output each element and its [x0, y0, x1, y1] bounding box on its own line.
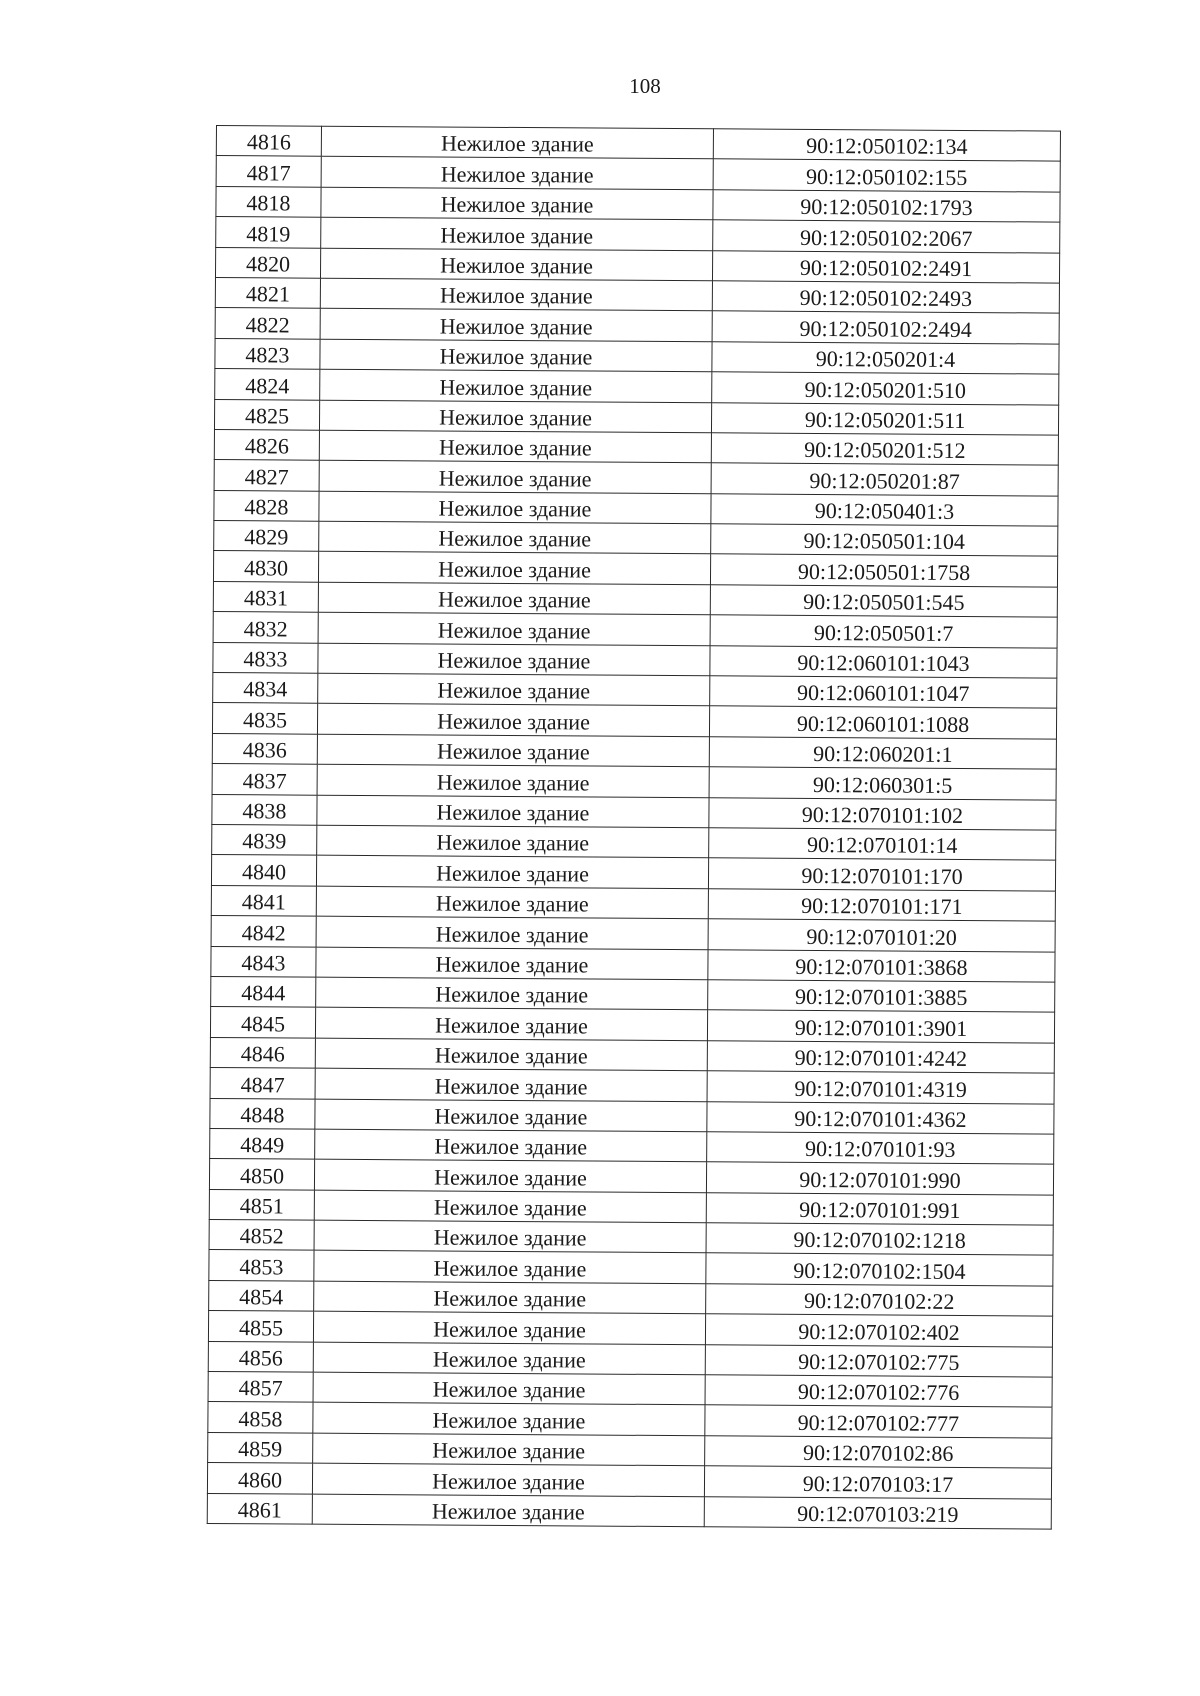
- cadastral-number-cell: 90:12:070101:102: [709, 797, 1056, 830]
- cadastral-number-cell: 90:12:070101:14: [709, 828, 1056, 861]
- cadastral-number-cell: 90:12:060301:5: [709, 767, 1056, 800]
- row-number-cell: 4825: [214, 399, 319, 430]
- object-type-cell: Нежилое здание: [320, 278, 712, 311]
- cadastral-number-cell: 90:12:050102:2494: [712, 311, 1059, 344]
- object-type-cell: Нежилое здание: [318, 673, 710, 706]
- cadastral-number-cell: 90:12:070101:3868: [708, 949, 1055, 982]
- object-type-cell: Нежилое здание: [313, 1342, 705, 1375]
- object-type-cell: Нежилое здание: [316, 886, 708, 919]
- cadastral-number-cell: 90:12:070101:991: [706, 1192, 1053, 1225]
- row-number-cell: 4838: [212, 794, 317, 825]
- row-number-cell: 4858: [208, 1402, 313, 1433]
- object-type-cell: Нежилое здание: [315, 1008, 707, 1041]
- cadastral-number-cell: 90:12:070102:777: [705, 1405, 1052, 1438]
- object-type-cell: Нежилое здание: [320, 339, 712, 372]
- row-number-cell: 4848: [210, 1098, 315, 1129]
- object-type-cell: Нежилое здание: [320, 309, 712, 342]
- row-number-cell: 4842: [211, 916, 316, 947]
- cadastral-number-cell: 90:12:050401:3: [711, 493, 1058, 526]
- row-number-cell: 4860: [207, 1463, 312, 1494]
- object-type-cell: Нежилое здание: [315, 1038, 707, 1071]
- object-type-cell: Нежилое здание: [314, 1220, 706, 1253]
- cadastral-number-cell: 90:12:070103:17: [704, 1466, 1051, 1499]
- row-number-cell: 4855: [208, 1311, 313, 1342]
- cadastral-number-cell: 90:12:070101:4362: [707, 1101, 1054, 1134]
- row-number-cell: 4827: [214, 460, 319, 491]
- row-number-cell: 4835: [212, 703, 317, 734]
- object-type-cell: Нежилое здание: [319, 521, 711, 554]
- cadastral-number-cell: 90:12:070101:3885: [708, 980, 1055, 1013]
- cadastral-number-cell: 90:12:050102:155: [713, 159, 1060, 192]
- object-type-cell: Нежилое здание: [315, 1129, 707, 1162]
- cadastral-number-cell: 90:12:070102:402: [705, 1314, 1052, 1347]
- object-type-cell: Нежилое здание: [315, 1068, 707, 1101]
- row-number-cell: 4849: [210, 1128, 315, 1159]
- object-type-cell: Нежилое здание: [316, 947, 708, 980]
- row-number-cell: 4852: [209, 1220, 314, 1251]
- row-number-cell: 4824: [215, 369, 320, 400]
- object-type-cell: Нежилое здание: [317, 825, 709, 858]
- row-number-cell: 4819: [216, 217, 321, 248]
- row-number-cell: 4843: [211, 946, 316, 977]
- cadastral-number-cell: 90:12:070101:20: [708, 919, 1055, 952]
- cadastral-number-cell: 90:12:050102:2491: [712, 250, 1059, 283]
- page-number: 108: [629, 74, 661, 98]
- object-type-cell: Нежилое здание: [317, 734, 709, 767]
- cadastral-number-cell: 90:12:050102:2493: [712, 281, 1059, 314]
- row-number-cell: 4837: [212, 764, 317, 795]
- cadastral-number-cell: 90:12:050102:1793: [713, 190, 1060, 223]
- cadastral-number-cell: 90:12:070101:171: [708, 889, 1055, 922]
- object-type-cell: Нежилое здание: [318, 582, 710, 615]
- cadastral-number-cell: 90:12:070102:86: [705, 1436, 1052, 1469]
- object-type-cell: Нежилое здание: [321, 126, 713, 159]
- object-type-cell: Нежилое здание: [321, 157, 713, 190]
- object-type-cell: Нежилое здание: [315, 1099, 707, 1132]
- registry-table: [207, 125, 1061, 1530]
- row-number-cell: 4856: [208, 1341, 313, 1372]
- object-type-cell: Нежилое здание: [319, 430, 711, 463]
- row-number-cell: 4826: [214, 429, 319, 460]
- cadastral-number-cell: 90:12:050201:510: [712, 372, 1059, 405]
- cadastral-number-cell: 90:12:070101:4242: [707, 1040, 1054, 1073]
- cadastral-number-cell: 90:12:050201:4: [712, 342, 1059, 375]
- row-number-cell: 4846: [210, 1037, 315, 1068]
- object-type-cell: Нежилое здание: [318, 552, 710, 585]
- cadastral-number-cell: 90:12:070102:775: [705, 1344, 1052, 1377]
- object-type-cell: Нежилое здание: [319, 400, 711, 433]
- row-number-cell: 4818: [216, 186, 321, 217]
- object-type-cell: Нежилое здание: [312, 1463, 704, 1496]
- row-number-cell: 4836: [212, 733, 317, 764]
- object-type-cell: Нежилое здание: [320, 369, 712, 402]
- row-number-cell: 4850: [209, 1159, 314, 1190]
- cadastral-number-cell: 90:12:060101:1047: [710, 676, 1057, 709]
- cadastral-number-cell: 90:12:060101:1043: [710, 645, 1057, 678]
- registry-sheet: [207, 125, 1060, 1530]
- object-type-cell: Нежилое здание: [312, 1494, 704, 1527]
- row-number-cell: 4841: [211, 885, 316, 916]
- cadastral-number-cell: 90:12:050201:511: [711, 402, 1058, 435]
- row-number-cell: 4845: [210, 1007, 315, 1038]
- row-number-cell: 4831: [213, 581, 318, 612]
- row-number-cell: 4821: [215, 277, 320, 308]
- cadastral-number-cell: 90:12:070102:776: [705, 1375, 1052, 1408]
- row-number-cell: 4828: [214, 490, 319, 521]
- object-type-cell: Нежилое здание: [313, 1372, 705, 1405]
- registry-table-body: [207, 126, 1060, 1530]
- cadastral-number-cell: 90:12:060201:1: [709, 737, 1056, 770]
- row-number-cell: 4816: [216, 126, 321, 157]
- object-type-cell: Нежилое здание: [314, 1251, 706, 1284]
- table-row: [207, 1493, 1051, 1529]
- object-type-cell: Нежилое здание: [316, 916, 708, 949]
- cadastral-number-cell: 90:12:070103:219: [704, 1496, 1051, 1529]
- object-type-cell: Нежилое здание: [317, 704, 709, 737]
- cadastral-number-cell: 90:12:070101:990: [706, 1162, 1053, 1195]
- row-number-cell: 4851: [209, 1189, 314, 1220]
- object-type-cell: Нежилое здание: [320, 248, 712, 281]
- object-type-cell: Нежилое здание: [319, 491, 711, 524]
- row-number-cell: 4829: [214, 521, 319, 552]
- object-type-cell: Нежилое здание: [313, 1433, 705, 1466]
- object-type-cell: Нежилое здание: [313, 1403, 705, 1436]
- row-number-cell: 4859: [208, 1432, 313, 1463]
- row-number-cell: 4853: [209, 1250, 314, 1281]
- cadastral-number-cell: 90:12:050102:2067: [713, 220, 1060, 253]
- cadastral-number-cell: 90:12:070101:4319: [707, 1071, 1054, 1104]
- row-number-cell: 4844: [211, 976, 316, 1007]
- object-type-cell: Нежилое здание: [313, 1311, 705, 1344]
- row-number-cell: 4854: [209, 1280, 314, 1311]
- row-number-cell: 4822: [215, 308, 320, 339]
- object-type-cell: Нежилое здание: [314, 1281, 706, 1314]
- cadastral-number-cell: 90:12:070101:170: [708, 858, 1055, 891]
- row-number-cell: 4839: [212, 824, 317, 855]
- cadastral-number-cell: 90:12:070102:22: [706, 1284, 1053, 1317]
- cadastral-number-cell: 90:12:070101:93: [707, 1132, 1054, 1165]
- cadastral-number-cell: 90:12:070102:1504: [706, 1253, 1053, 1286]
- object-type-cell: Нежилое здание: [317, 795, 709, 828]
- cadastral-number-cell: 90:12:070102:1218: [706, 1223, 1053, 1256]
- object-type-cell: Нежилое здание: [317, 764, 709, 797]
- object-type-cell: Нежилое здание: [316, 856, 708, 889]
- row-number-cell: 4861: [207, 1493, 312, 1524]
- object-type-cell: Нежилое здание: [318, 643, 710, 676]
- row-number-cell: 4817: [216, 156, 321, 187]
- object-type-cell: Нежилое здание: [314, 1159, 706, 1192]
- object-type-cell: Нежилое здание: [316, 977, 708, 1010]
- cadastral-number-cell: 90:12:050501:104: [711, 524, 1058, 557]
- cadastral-number-cell: 90:12:060101:1088: [709, 706, 1056, 739]
- cadastral-number-cell: 90:12:050501:1758: [710, 554, 1057, 587]
- object-type-cell: Нежилое здание: [318, 612, 710, 645]
- cadastral-number-cell: 90:12:050501:545: [710, 585, 1057, 618]
- row-number-cell: 4832: [213, 612, 318, 643]
- row-number-cell: 4833: [213, 642, 318, 673]
- row-number-cell: 4847: [210, 1068, 315, 1099]
- object-type-cell: Нежилое здание: [314, 1190, 706, 1223]
- object-type-cell: Нежилое здание: [319, 460, 711, 493]
- row-number-cell: 4857: [208, 1371, 313, 1402]
- object-type-cell: Нежилое здание: [321, 217, 713, 250]
- cadastral-number-cell: 90:12:050102:134: [713, 129, 1060, 162]
- cadastral-number-cell: 90:12:070101:3901: [707, 1010, 1054, 1043]
- cadastral-number-cell: 90:12:050201:512: [711, 433, 1058, 466]
- cadastral-number-cell: 90:12:050201:87: [711, 463, 1058, 496]
- cadastral-number-cell: 90:12:050501:7: [710, 615, 1057, 648]
- row-number-cell: 4840: [211, 855, 316, 886]
- row-number-cell: 4830: [213, 551, 318, 582]
- object-type-cell: Нежилое здание: [321, 187, 713, 220]
- row-number-cell: 4820: [215, 247, 320, 278]
- row-number-cell: 4823: [215, 338, 320, 369]
- row-number-cell: 4834: [213, 673, 318, 704]
